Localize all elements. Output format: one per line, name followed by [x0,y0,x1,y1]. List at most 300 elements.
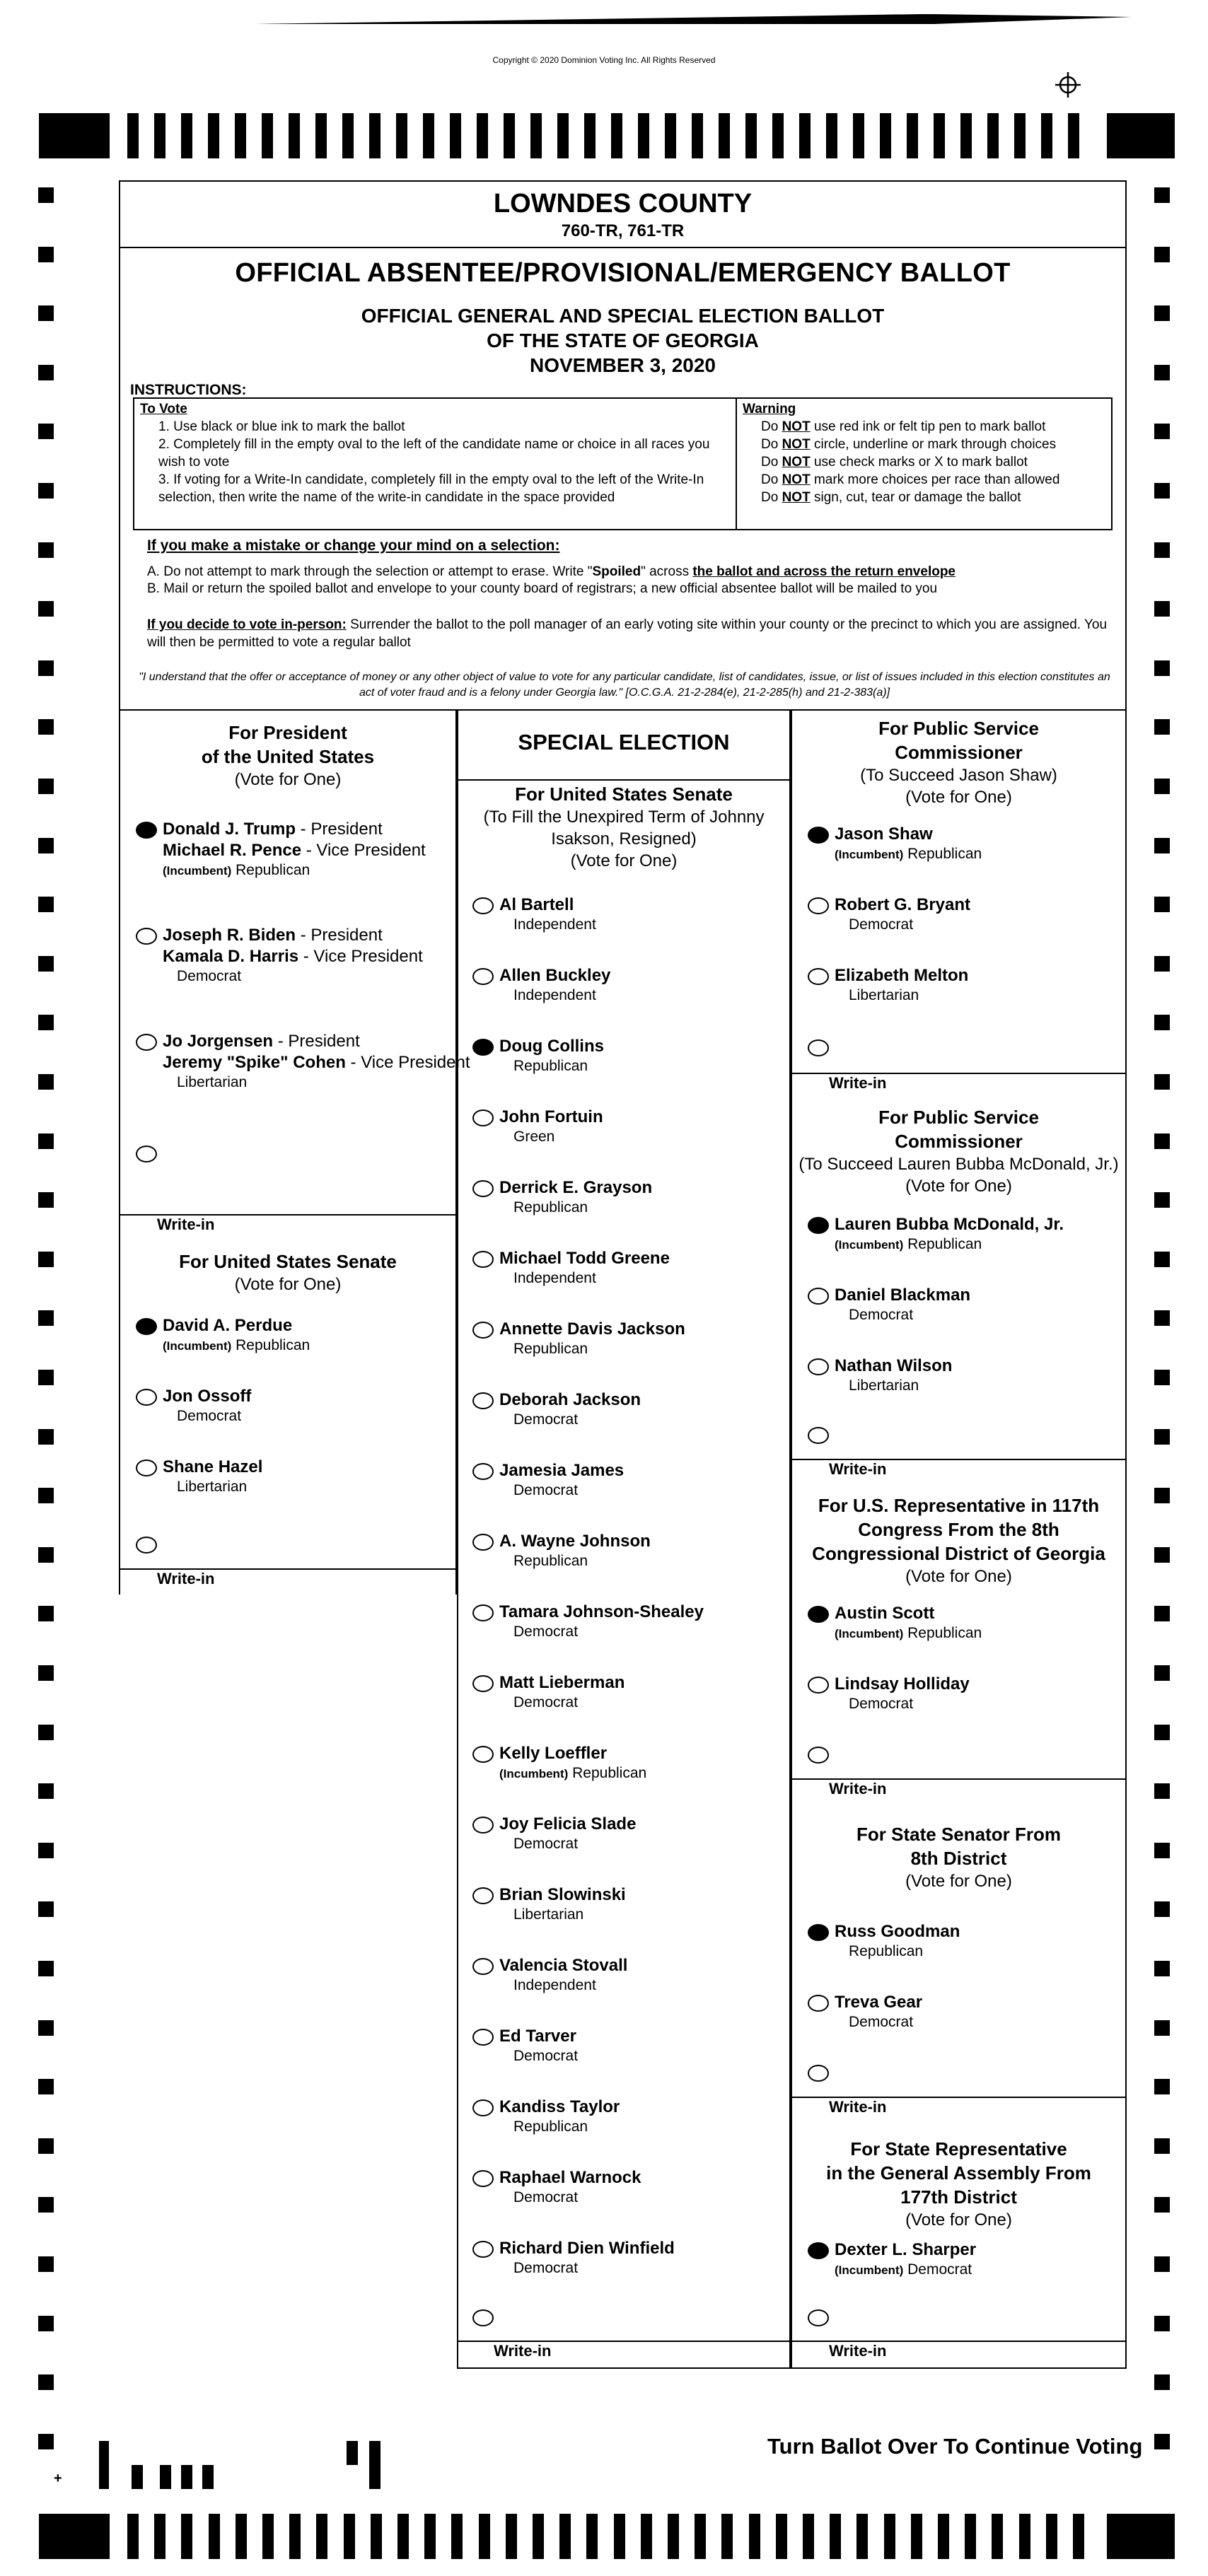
bottom-mark [202,2465,214,2489]
side-timing-mark [1154,838,1170,853]
side-timing-mark [38,2138,54,2154]
side-timing-mark [38,838,54,853]
candidate-oval[interactable] [472,1392,494,1409]
candidate-name: Jo Jorgensen - President [163,1032,360,1051]
bottom-mark [181,2465,192,2489]
bottom-mark [451,2514,463,2559]
candidate-name: Allen Buckley [499,966,611,985]
vote-for-one: (Vote for One) [905,1872,1012,1891]
race-subtitle: (To Succeed Lauren Bubba McDonald, Jr.) [798,1155,1119,1174]
side-timing-mark [1154,542,1170,558]
write-in-oval[interactable] [808,2309,829,2326]
side-timing-mark [38,1074,54,1090]
bottom-mark [154,2514,165,2559]
candidate-oval[interactable] [808,968,829,985]
side-timing-mark [38,601,54,617]
candidate-party: Democrat [177,1408,242,1424]
candidate-party: Republican [513,1341,588,1357]
vote-for-one: (Vote for One) [905,1567,1012,1586]
side-timing-mark [38,247,54,262]
side-timing-mark [1154,1192,1170,1208]
side-timing-mark [1154,779,1170,794]
bottom-mark [695,2514,706,2559]
candidate-oval[interactable] [472,1463,494,1480]
bottom-mark [911,2514,922,2559]
side-timing-mark [38,719,54,735]
candidate-party: Democrat [513,2189,579,2205]
side-timing-mark [38,1370,54,1385]
mistake-title: If you make a mistake or change your mind on a selection: [147,537,560,554]
side-timing-mark [38,542,54,558]
candidate-name: Shane Hazel [163,1457,263,1476]
candidate-name: Treva Gear [835,1993,923,2012]
candidate-oval[interactable] [472,1958,494,1975]
side-timing-mark [38,2374,54,2390]
side-timing-mark [1154,897,1170,912]
contest-us-senate [119,1241,457,1595]
bottom-mark [262,2514,274,2559]
ballot-subtitle [120,303,1125,378]
running-mate-name: Jeremy "Spike" Cohen - Vice President [163,1053,470,1072]
side-timing-mark [38,956,54,972]
candidate-party: (Incumbent) Republican [163,862,310,878]
contest-psc-shaw [791,711,1127,1100]
candidate-oval[interactable] [136,1318,157,1335]
side-timing-mark [38,2197,54,2213]
side-timing-mark [1154,1665,1170,1681]
side-timing-mark [1154,305,1170,321]
candidate-party: Republican [513,1199,588,1216]
write-in-oval[interactable] [808,1427,829,1444]
side-timing-mark [38,897,54,912]
special-election-label: SPECIAL ELECTION [518,730,730,754]
race-subtitle: Isakson, Resigned) [551,829,697,849]
candidate-oval[interactable] [472,1887,494,1904]
write-in-label: Write-in [157,1570,215,1587]
vote-for-one: (Vote for One) [905,2210,1012,2230]
bottom-mark [209,2514,220,2559]
instructions-label: INSTRUCTIONS: [130,382,247,398]
bottom-mark [559,2514,571,2559]
candidate-party: Democrat [849,1307,914,1323]
side-timing-mark [1154,2079,1170,2094]
side-timing-mark [38,1606,54,1621]
candidate-party: Libertarian [849,1377,919,1394]
candidate-name: Richard Dien Winfield [499,2239,675,2258]
candidate-oval[interactable] [808,1288,829,1305]
race-title: of the United States [201,746,375,767]
candidate-party: Democrat [513,2048,579,2064]
side-timing-mark [38,2256,54,2272]
candidate-name: John Fortuin [499,1107,603,1126]
candidate-party: Republican [513,1553,588,1569]
bottom-mark [127,2514,139,2559]
candidate-party: Libertarian [513,1906,584,1923]
side-timing-mark [1154,424,1170,439]
subtitle-line-2: OF THE STATE OF GEORGIA [487,330,759,351]
candidate-oval[interactable] [808,1358,829,1375]
side-timing-mark [38,1901,54,1917]
candidate-name: Kelly Loeffler [499,1744,608,1763]
candidate-party: Independent [513,1977,596,1993]
candidate-oval[interactable] [808,1995,829,2012]
bottom-mark [992,2514,1003,2559]
bottom-mark [369,2441,381,2489]
bottom-mark [721,2514,733,2559]
to-vote-section [140,400,727,506]
side-timing-mark [1154,187,1170,203]
bottom-mark [856,2514,868,2559]
contest-psc-mcdonald [791,1100,1127,1478]
legal-notice: "I understand that the offer or acceptance of money or any other object of value to vote for any particular candidate, list of candidates, issue, or list of issues included in this election constitutes an act of voter fraud and is a felony under Georgia law." [O.C.G.A. 21-2-284(e), 21-2-285(h) and 21-2-383(a)] [139,671,1110,699]
candidate-name: Michael Todd Greene [499,1249,670,1268]
write-in-label: Write-in [157,1216,215,1233]
candidate-party: (Incumbent) Republican [835,1625,982,1641]
candidate-party: Independent [513,916,596,933]
to-vote-title: To Vote [140,402,187,416]
side-timing-mark [38,1133,54,1149]
bottom-mark [641,2514,652,2559]
bottom-mark [776,2514,787,2559]
write-in-oval[interactable] [808,1039,829,1056]
election-date: NOVEMBER 3, 2020 [530,354,716,376]
candidate-name: Nathan Wilson [835,1356,953,1375]
columns-bottom-rule [457,2367,1127,2369]
side-timing-mark [38,779,54,794]
candidate-oval[interactable] [136,1389,157,1406]
contest-state-rep [791,2130,1127,2369]
copyright-notice: Copyright © 2020 Dominion Voting Inc. All Rights Reserved [492,55,716,65]
warning-title: Warning [743,402,796,416]
candidate-party: Democrat [849,2014,914,2030]
candidate-name: Russ Goodman [835,1922,960,1941]
candidate-name: Joy Felicia Slade [499,1814,637,1834]
warning-line: Do NOT circle, underline or mark through choices [761,437,1057,452]
candidate-oval[interactable] [472,2170,494,2187]
to-vote-step: 3. If voting for a Write-In candidate, completely fill in the empty oval to the left of the Write-In selection, then write the name of the write-in candidate in the space provided [158,472,704,505]
candidate-name: Joseph R. Biden - President [163,926,383,945]
warning-section [736,399,1110,529]
side-timing-mark [1154,2434,1170,2449]
turn-over-notice: Turn Ballot Over To Continue Voting [767,2434,1143,2459]
candidate-name: Jason Shaw [835,824,933,844]
side-timing-mark [38,1488,54,1503]
side-timing-mark [1154,1015,1170,1030]
race-title: 8th District [910,1848,1007,1869]
write-in-oval[interactable] [808,2065,829,2082]
bottom-mark [803,2514,814,2559]
side-timing-mark [1154,2316,1170,2331]
candidate-oval[interactable] [808,1217,829,1234]
candidate-oval[interactable] [808,1677,829,1694]
bottom-mark [1107,2514,1175,2559]
candidate-party: Democrat [849,916,914,933]
candidate-oval[interactable] [472,2099,494,2116]
candidate-party: Libertarian [177,1074,248,1090]
mistake-step-a: A. Do not attempt to mark through the selection or attempt to erase. Write "Spoiled" across the ballot and across the return envelope [147,564,956,579]
candidate-oval[interactable] [472,1746,494,1763]
race-title: Congressional District of Georgia [812,1543,1105,1564]
race-title: For U.S. Representative in 117th [818,1495,1100,1516]
side-timing-mark [1154,483,1170,499]
side-timing-mark [38,483,54,499]
candidate-name: Dexter L. Sharper [835,2240,977,2259]
candidate-name: David A. Perdue [163,1316,293,1335]
candidate-name: Jon Ossoff [163,1387,252,1406]
side-timing-mark [38,1843,54,1858]
warning-line: Do NOT mark more choices per race than allowed [761,472,1060,487]
candidate-party: Libertarian [177,1479,248,1495]
bottom-mark [347,2441,358,2465]
side-timing-mark [38,365,54,380]
candidate-oval[interactable] [472,897,494,914]
side-timing-mark [1154,2374,1170,2390]
candidate-name: Robert G. Bryant [835,895,971,914]
race-subtitle: (To Succeed Jason Shaw) [860,766,1057,785]
side-timing-mark [1154,2020,1170,2036]
candidate-party: Green [513,1129,555,1145]
candidate-oval[interactable] [136,928,157,945]
race-title: in the General Assembly From [826,2162,1091,2184]
race-subtitle: (To Fill the Unexpired Term of Johnny [483,808,765,827]
side-timing-mark [38,1252,54,1267]
candidate-oval[interactable] [808,2242,829,2259]
candidate-name: Donald J. Trump - President [163,820,383,839]
side-timing-mark [1154,1961,1170,1976]
top-stroke-mark [255,13,1132,25]
candidate-party: Democrat [513,1482,579,1498]
side-timing-mark [1154,1252,1170,1267]
bottom-mark [316,2514,327,2559]
top-right-corner-block [1107,113,1175,158]
race-title: Congress From the 8th [858,1519,1059,1540]
side-timing-mark [38,2079,54,2094]
vote-for-one: (Vote for One) [905,1177,1012,1196]
write-in-oval[interactable] [808,1747,829,1764]
side-timing-mark [1154,365,1170,380]
contest-special-senate [457,781,791,2369]
vote-for-one: (Vote for One) [570,851,678,870]
bottom-mark [132,2465,143,2489]
contest-president [119,711,470,1241]
side-timing-mark [1154,1901,1170,1917]
candidate-party: Republican [513,1058,588,1074]
bottom-mark [371,2514,382,2559]
side-timing-mark [38,1429,54,1445]
bottom-mark [479,2514,490,2559]
race-title: For President [228,722,347,743]
write-in-label: Write-in [829,1074,887,1092]
candidate-party: Independent [513,987,596,1003]
candidate-oval[interactable] [472,1180,494,1197]
candidate-party: Democrat [513,1624,579,1640]
side-timing-mark [38,660,54,676]
candidate-oval[interactable] [472,1534,494,1551]
bottom-mark [938,2514,949,2559]
warning-line: Do NOT use red ink or felt tip pen to mark ballot [761,419,1046,434]
bottom-mark [614,2514,625,2559]
bottom-mark [39,2514,110,2559]
to-vote-step: 2. Completely fill in the empty oval to the left of the candidate name or choice in all races you wish to vote [158,437,710,470]
candidate-oval[interactable] [472,1322,494,1339]
bottom-mark [1019,2514,1030,2559]
top-left-corner-block [39,113,110,158]
candidate-oval[interactable] [808,1606,829,1623]
candidate-party: Democrat [513,2260,579,2276]
candidate-name: Ed Tarver [499,2027,576,2046]
race-title: 177th District [900,2186,1017,2208]
write-in-label: Write-in [829,1780,887,1797]
candidate-oval[interactable] [472,1675,494,1692]
side-timing-mark [1154,1429,1170,1445]
vote-for-one: (Vote for One) [905,788,1012,807]
candidate-party: (Incumbent) Republican [835,846,982,862]
candidate-name: Brian Slowinski [499,1885,626,1904]
side-timing-mark [1154,1547,1170,1563]
bottom-mark [344,2514,355,2559]
side-timing-mark [1154,601,1170,617]
ballot-type-title: OFFICIAL ABSENTEE/PROVISIONAL/EMERGENCY BALLOT [235,258,1011,288]
race-title: For United States Senate [179,1251,397,1272]
candidate-name: Deborah Jackson [499,1390,641,1409]
candidate-oval[interactable] [808,827,829,844]
bottom-mark [749,2514,760,2559]
side-timing-mark [1154,1074,1170,1090]
write-in-oval[interactable] [136,1146,157,1162]
warning-line: Do NOT use check marks or X to mark ballot [761,455,1028,470]
candidate-name: Austin Scott [835,1604,935,1623]
candidate-oval[interactable] [472,1604,494,1621]
bottom-mark [1073,2514,1084,2559]
candidate-oval[interactable] [472,1817,494,1834]
candidate-party: Democrat [849,1696,914,1712]
candidate-name: Matt Lieberman [499,1673,625,1692]
side-timing-mark [38,2316,54,2331]
bottom-mark [830,2514,841,2559]
candidate-oval[interactable] [472,1251,494,1268]
subtitle-line-1: OFFICIAL GENERAL AND SPECIAL ELECTION BALLOT [361,305,885,327]
side-timing-mark [1154,1370,1170,1385]
candidate-party: Democrat [513,1836,579,1852]
candidate-party: Independent [513,1270,596,1286]
warning-line: Do NOT sign, cut, tear or damage the ballot [761,490,1021,505]
bottom-mark [99,2441,109,2489]
bottom-mark [533,2514,544,2559]
candidate-oval[interactable] [808,897,829,914]
candidate-party: Democrat [513,1694,579,1710]
candidate-name: Valencia Stovall [499,1956,628,1975]
bottom-mark [965,2514,976,2559]
write-in-label: Write-in [829,2342,887,2360]
precinct-codes: 760-TR, 761-TR [561,221,685,240]
side-timing-mark [1154,1606,1170,1621]
bottom-mark [1046,2514,1057,2559]
side-timing-mark [38,424,54,439]
vote-for-one: (Vote for One) [234,1275,342,1294]
candidate-oval[interactable] [136,822,157,839]
candidate-name: Lindsay Holliday [835,1674,970,1694]
write-in-oval[interactable] [136,1537,157,1554]
candidate-name: Elizabeth Melton [835,966,969,985]
side-timing-mark [38,1783,54,1799]
side-timing-mark [38,1961,54,1976]
side-timing-mark [1154,1725,1170,1740]
contest-state-senator [791,1815,1127,2130]
running-mate-name: Michael R. Pence - Vice President [163,841,426,860]
candidate-name: Derrick E. Grayson [499,1178,653,1197]
side-timing-mark [38,1725,54,1740]
race-title: Commissioner [895,1131,1023,1152]
race-title: For State Representative [850,2138,1067,2160]
candidate-oval[interactable] [472,2029,494,2046]
candidate-name: Doug Collins [499,1037,604,1056]
instructions-box [133,397,1113,530]
candidate-party: Democrat [513,1411,579,1428]
bottom-mark [884,2514,895,2559]
candidate-party: Republican [513,2119,588,2135]
bottom-mark [181,2514,192,2559]
to-vote-step: 1. Use black or blue ink to mark the ballot [158,419,405,434]
candidate-oval[interactable] [472,968,494,985]
registration-crosshair-icon [1054,71,1082,99]
bottom-mark [160,2465,171,2489]
candidate-oval[interactable] [472,1109,494,1126]
side-timing-mark [1154,660,1170,676]
race-title: For United States Senate [515,783,733,805]
write-in-oval[interactable] [472,2309,494,2326]
side-timing-mark [38,1665,54,1681]
candidate-name: Lauren Bubba McDonald, Jr. [835,1215,1064,1234]
ballot-header [119,180,1127,711]
side-timing-mark [38,1310,54,1326]
side-timing-mark [1154,1843,1170,1858]
candidate-party: (Incumbent) Republican [499,1765,647,1781]
side-timing-mark [38,2020,54,2036]
candidate-party: Republican [849,1943,924,1959]
bottom-mark [424,2514,436,2559]
side-timing-mark [38,1192,54,1208]
bottom-mark [397,2514,409,2559]
plus-mark-icon: + [54,2471,62,2486]
candidate-name: Annette Davis Jackson [499,1319,685,1339]
bottom-mark [586,2514,598,2559]
candidate-name: A. Wayne Johnson [499,1532,651,1551]
candidate-oval[interactable] [472,1039,494,1056]
candidate-name: Al Bartell [499,895,574,914]
side-timing-mark [1154,956,1170,972]
candidate-name: Daniel Blackman [835,1286,971,1305]
side-timing-mark [1154,1488,1170,1503]
candidate-oval[interactable] [136,1034,157,1051]
race-title: For Public Service [878,718,1039,739]
side-timing-mark [38,1015,54,1030]
top-timing-marks [127,113,1079,158]
candidate-name: Raphael Warnock [499,2168,641,2187]
candidate-oval[interactable] [136,1459,157,1476]
side-timing-mark [1154,2256,1170,2272]
candidate-name: Tamara Johnson-Shealey [499,1602,704,1621]
candidate-party: (Incumbent) Republican [163,1337,310,1353]
side-timing-mark [38,305,54,321]
candidate-party: Democrat [177,968,242,984]
side-timing-mark [1154,1783,1170,1799]
bottom-mark [668,2514,679,2559]
candidate-oval[interactable] [472,2241,494,2258]
contest-us-rep [791,1465,1127,1815]
side-timing-mark [38,1547,54,1563]
county-name: LOWNDES COUNTY [493,189,753,218]
candidate-oval[interactable] [808,1924,829,1941]
